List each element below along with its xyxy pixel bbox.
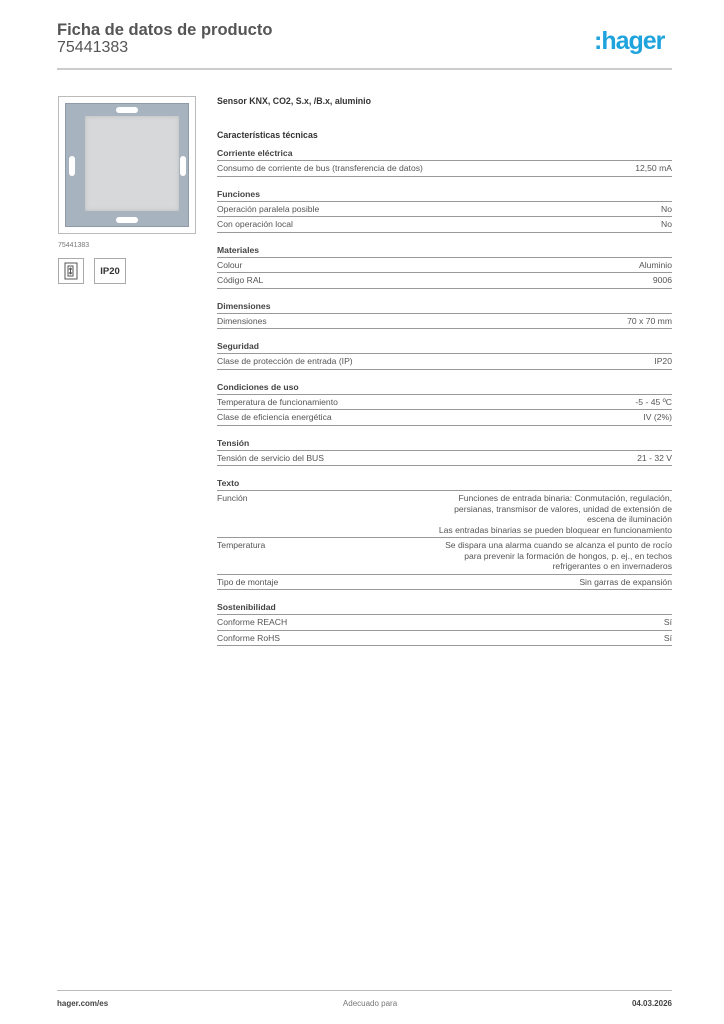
spec-value: Sí	[663, 632, 672, 643]
spec-label: Operación paralela posible	[217, 203, 320, 214]
spec-value: No	[661, 203, 672, 214]
spec-row	[217, 354, 672, 370]
spec-label: Con operación local	[217, 219, 293, 229]
spec-label: Clase de eficiencia energética	[217, 412, 332, 422]
spec-label: Temperatura de funcionamiento	[217, 396, 338, 407]
spec-label: Clase de protección de entrada (IP)	[217, 356, 353, 366]
spec-section	[217, 146, 672, 177]
spec-value: Se dispara una alarma cuando se alcanza el punto de rocío para prevenir la formación de hongos, p. ej., en techos refrigerantes o en invernaderos	[445, 540, 672, 571]
spec-row	[217, 217, 672, 233]
product-name: Sensor KNX, CO2, S.x, /B.x, aluminio	[217, 96, 371, 106]
spec-label: Código RAL	[217, 275, 264, 285]
spec-section	[217, 339, 672, 370]
spec-row	[217, 410, 672, 426]
spec-label: Temperatura	[217, 540, 266, 550]
spec-section	[217, 243, 672, 289]
spec-value: -5 - 45 ºC	[635, 396, 672, 407]
spec-row	[217, 202, 672, 218]
spec-value: IP20	[654, 356, 672, 366]
spec-value: Funciones de entrada binaria: Conmutación, regulación, persianas, transmisor de valores, unidad de extensión de escena de iluminación Las entradas binarias se pueden bloquear en funcionamiento	[438, 493, 672, 535]
spec-section	[217, 476, 672, 590]
spec-label: Conforme RoHS	[217, 632, 281, 643]
footer	[57, 990, 672, 1008]
footer-date: 04.03.2026	[631, 999, 672, 1008]
spec-value: No	[661, 219, 672, 229]
specs	[217, 96, 672, 646]
section-title: Funciones	[217, 187, 672, 202]
hager-logo: :hager	[594, 27, 665, 55]
product-number: 75441383	[57, 39, 129, 56]
spec-row	[217, 538, 672, 575]
footer-middle: Adecuado para	[342, 999, 398, 1008]
section-title: Materiales	[217, 243, 672, 258]
mounting-icon	[58, 258, 84, 284]
section-title: Tensión	[217, 436, 672, 451]
spec-label: Consumo de corriente de bus (transferencia de datos)	[217, 163, 423, 173]
spec-row	[217, 395, 672, 411]
spec-value: Aluminio	[639, 259, 672, 270]
ip20-badge: IP20	[94, 258, 126, 284]
spec-row	[217, 451, 672, 467]
spec-value: 9006	[652, 275, 672, 285]
section-title: Texto	[217, 476, 672, 491]
spec-label: Función	[217, 493, 248, 503]
spec-row	[217, 258, 672, 274]
spec-value: Sin garras de expansión	[579, 576, 672, 587]
spec-label: Colour	[217, 259, 243, 270]
spec-row	[217, 631, 672, 647]
section-title: Sostenibilidad	[217, 600, 672, 615]
spec-value: IV (2%)	[643, 412, 672, 422]
spec-value: 70 x 70 mm	[627, 315, 672, 326]
section-title: Seguridad	[217, 339, 672, 354]
spec-row	[217, 161, 672, 177]
spec-row	[217, 273, 672, 289]
header-divider	[57, 68, 672, 70]
footer-website[interactable]: hager.com/es	[57, 999, 109, 1008]
spec-label: Dimensiones	[217, 315, 267, 326]
spec-value: Sí	[663, 617, 672, 627]
tech-heading: Características técnicas	[217, 130, 318, 140]
spec-row	[217, 615, 672, 631]
section-title: Corriente eléctrica	[217, 146, 672, 161]
product-image	[58, 96, 196, 234]
spec-label: Tipo de montaje	[217, 576, 279, 587]
spec-section	[217, 600, 672, 646]
section-title: Condiciones de uso	[217, 380, 672, 395]
spec-section	[217, 187, 672, 233]
spec-row	[217, 314, 672, 330]
spec-section	[217, 436, 672, 467]
spec-row	[217, 491, 672, 538]
product-image-column	[58, 96, 198, 284]
image-caption: 75441383	[58, 242, 90, 249]
spec-row	[217, 575, 672, 591]
spec-value: 21 - 32 V	[637, 452, 672, 463]
section-title: Dimensiones	[217, 299, 672, 314]
spec-section	[217, 299, 672, 330]
spec-value: 12,50 mA	[635, 163, 672, 173]
spec-label: Tensión de servicio del BUS	[217, 452, 324, 463]
page-title: Ficha de datos de producto	[57, 21, 273, 39]
spec-label: Conforme REACH	[217, 617, 288, 627]
spec-section	[217, 380, 672, 426]
